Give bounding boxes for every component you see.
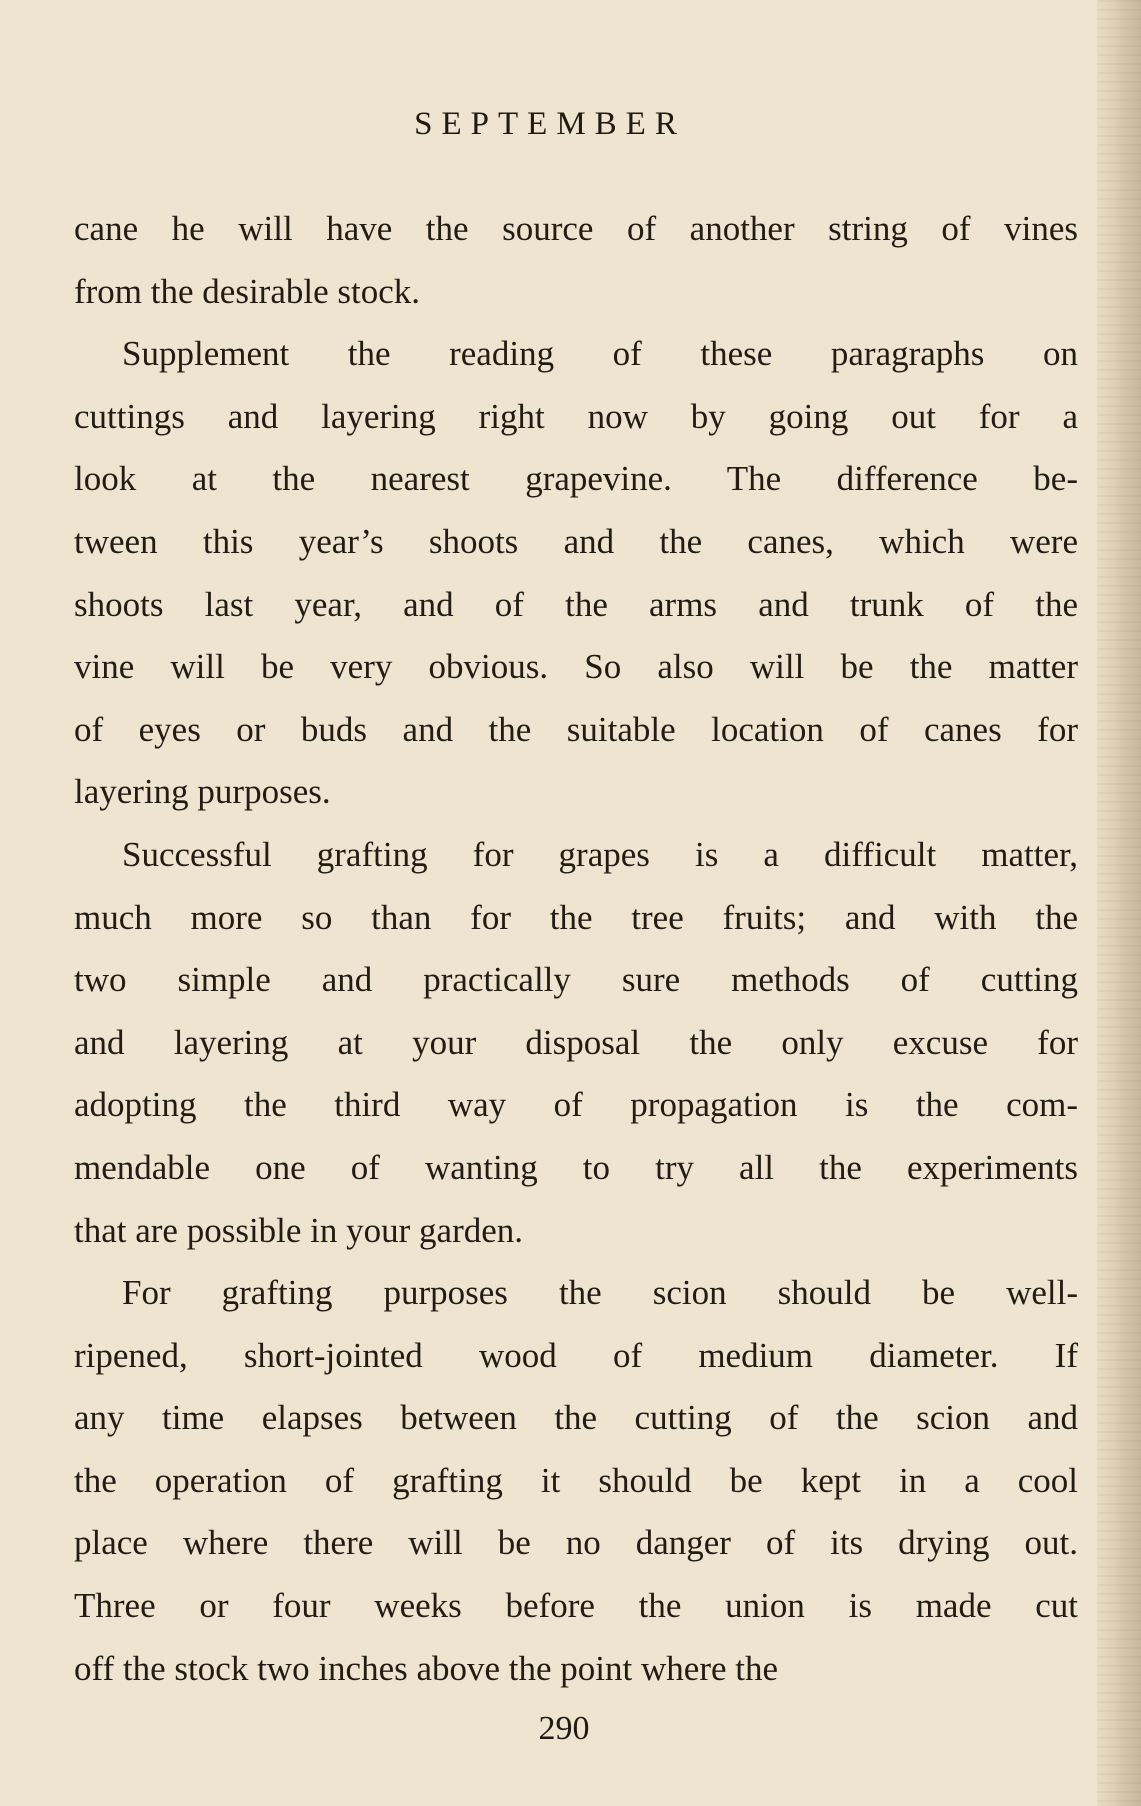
text-line: of eyes or buds and the suitable location of canes for xyxy=(74,709,1078,749)
text-line: that are possible in your garden. xyxy=(74,1210,524,1250)
page-edge-texture xyxy=(1097,0,1141,1806)
text-line: the operation of grafting it should be kept in a cool xyxy=(74,1460,1078,1500)
paragraph xyxy=(74,323,1078,824)
running-header: SEPTEMBER xyxy=(414,106,686,142)
text-line: two simple and practically sure methods of cutting xyxy=(74,960,1078,1000)
text-line: any time elapses between the cutting of the scion and xyxy=(74,1398,1078,1438)
text-line: cuttings and layering right now by going out for a xyxy=(74,396,1078,436)
body-text xyxy=(74,198,1078,1700)
text-line: layering purposes. xyxy=(74,772,331,812)
text-line: Three or four weeks before the union is made cut xyxy=(74,1586,1078,1626)
text-line: mendable one of wanting to try all the experiments xyxy=(74,1147,1078,1187)
text-line: much more so than for the tree fruits; and with the xyxy=(74,897,1078,937)
text-line: look at the nearest grapevine. The difference be- xyxy=(74,459,1078,499)
text-line: For grafting purposes the scion should be well- xyxy=(122,1273,1078,1313)
paragraph xyxy=(74,824,1078,1262)
page-number: 290 xyxy=(538,1710,590,1747)
text-line: off the stock two inches above the point where the xyxy=(74,1648,779,1688)
paragraph xyxy=(74,1262,1078,1700)
text-line: from the desirable stock. xyxy=(74,271,421,311)
text-line: tween this year’s shoots and the canes, which were xyxy=(74,521,1078,561)
text-line: cane he will have the source of another string of vines xyxy=(74,209,1078,248)
paragraph xyxy=(74,198,1078,323)
text-line: place where there will be no danger of its drying out. xyxy=(74,1523,1078,1563)
text-line: Supplement the reading of these paragraphs on xyxy=(122,334,1078,374)
text-line: and layering at your disposal the only excuse for xyxy=(74,1022,1078,1062)
text-line: Successful grafting for grapes is a difficult matter, xyxy=(122,834,1078,874)
text-line: adopting the third way of propagation is the com- xyxy=(74,1085,1078,1125)
text-line: ripened, short-jointed wood of medium diameter. If xyxy=(74,1335,1078,1375)
text-line: vine will be very obvious. So also will be the matter xyxy=(74,647,1078,687)
text-line: shoots last year, and of the arms and trunk of the xyxy=(74,584,1078,624)
